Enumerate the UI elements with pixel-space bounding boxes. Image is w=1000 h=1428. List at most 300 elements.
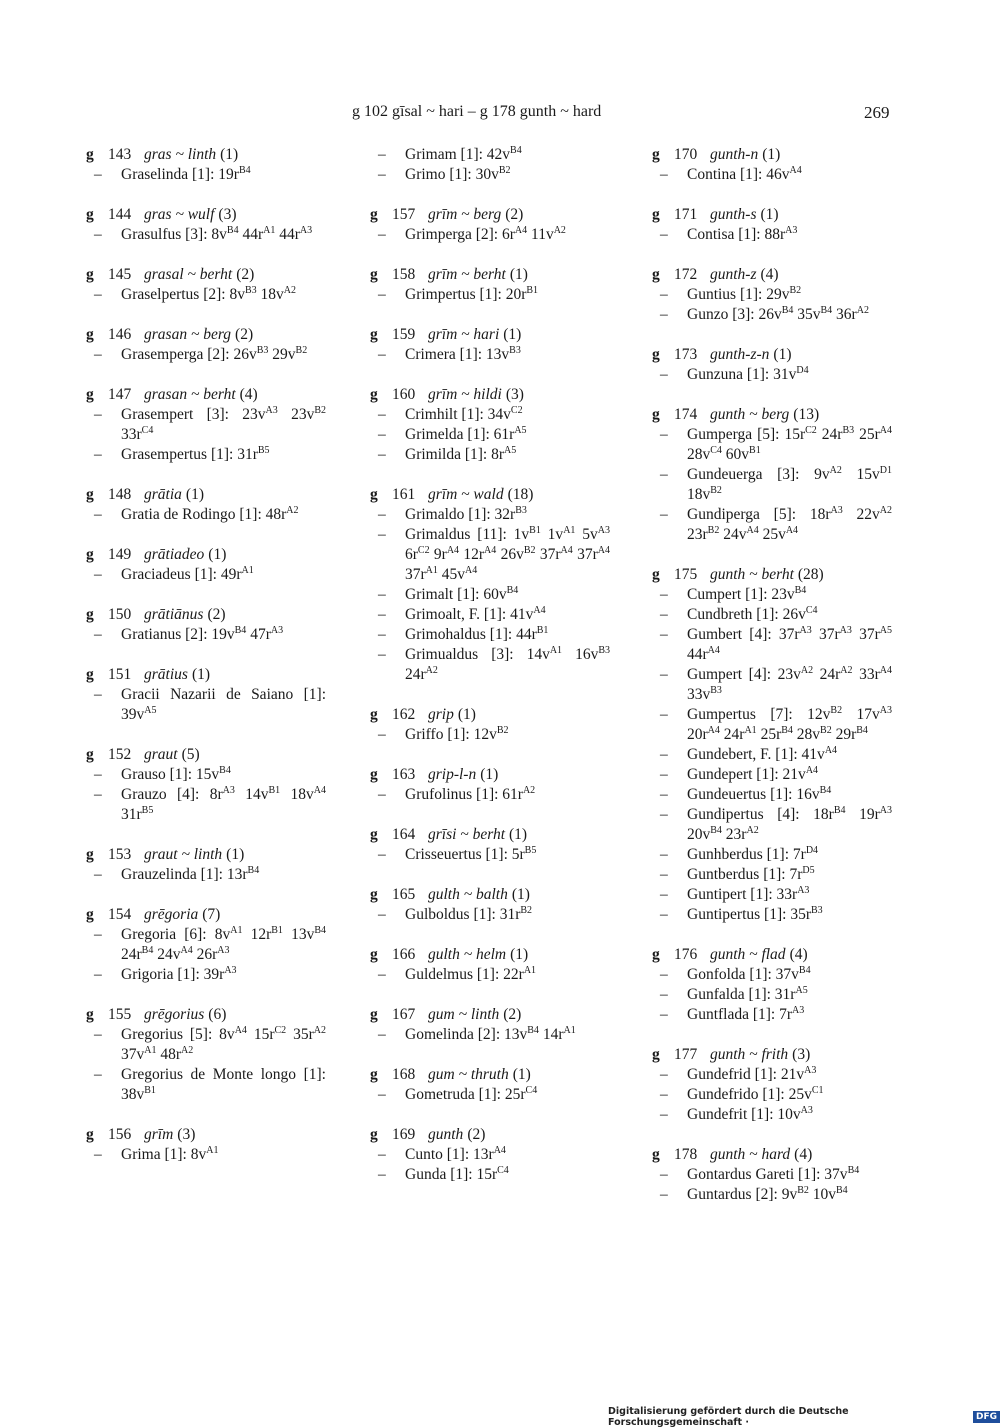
form-line [370, 605, 620, 625]
entry-number: 159 [392, 326, 416, 343]
lemma-entry [86, 745, 336, 825]
lemma-text: gum ~ thruth [428, 1066, 509, 1083]
ref-superscript: A2 [283, 284, 296, 296]
entry-head [86, 905, 336, 925]
ref-superscript: B4 [833, 804, 846, 816]
ref-superscript: A4 [313, 784, 327, 796]
ref-superscript: B4 [856, 724, 868, 736]
entry-number: 157 [392, 206, 416, 223]
entry-count: (1) [762, 146, 781, 163]
entry-count: (1) [457, 706, 476, 723]
entry-number: 174 [674, 406, 698, 423]
entry-lemma [428, 385, 502, 405]
lemma-text: grēgoria [144, 906, 199, 923]
entry-count: (1) [191, 666, 211, 683]
ref-superscript: B2 [314, 404, 327, 416]
entry-count: (4) [239, 386, 258, 403]
page-number: 269 [864, 103, 890, 122]
entry-head [370, 885, 620, 905]
dash-marker: – [378, 526, 386, 543]
ref-superscript: B2 [523, 544, 536, 556]
form-text: Griffo [1]: $12v^{B2}$ [405, 724, 509, 743]
dash-marker: – [378, 286, 386, 303]
dash-marker: – [378, 646, 386, 663]
ref-superscript: B4 [247, 864, 260, 876]
dash-marker: – [660, 286, 668, 303]
lemma-entry [370, 825, 620, 865]
running-head [0, 103, 1000, 129]
form-line [370, 285, 620, 305]
ref-superscript: D1 [879, 464, 893, 476]
form-text: Graselinda [1]: $19r^{B4}$ [121, 164, 251, 183]
form-line [652, 785, 902, 805]
entry-count: (1) [512, 1066, 531, 1083]
entry-letter: g [652, 1046, 660, 1063]
lemma-entry [370, 945, 620, 985]
form-line [652, 865, 902, 885]
dash-marker: – [660, 766, 668, 783]
form-text: Gregorius [5]: $8v^{A4}$ $15r^{C2}$ $35r^{A2}$ $37v^{A1}$ $48r^{A2}$ [121, 1024, 326, 1063]
form-text: Gundeuertus [1]: $16v^{B4}$ [687, 784, 832, 803]
ref-superscript: A2 [286, 504, 299, 516]
ref-superscript: A3 [299, 224, 313, 236]
lemma-entry [86, 485, 336, 525]
lemma-text: grasal ~ berht [144, 266, 233, 283]
ref-superscript: A3 [222, 784, 235, 796]
lemma-entry [652, 205, 902, 245]
form-line [652, 705, 902, 745]
ref-superscript: A1 [206, 1144, 219, 1156]
entry-number: 178 [674, 1146, 698, 1163]
entry-number: 147 [108, 386, 132, 403]
form-text: Gundiperga [5]: $18r^{A3}$ $22v^{A2}$ $23r^{B2}$ $24v^{A4}$ $25v^{A4}$ [687, 504, 892, 543]
entry-lemma [710, 1145, 790, 1165]
ref-superscript: A3 [265, 404, 278, 416]
entry-letter: g [370, 946, 378, 963]
entry-number: 149 [108, 546, 132, 563]
form-line [652, 845, 902, 865]
form-line [652, 1165, 902, 1185]
form-text: Gonfolda [1]: $37v^{B4}$ [687, 964, 811, 983]
entry-head [652, 945, 902, 965]
form-line [86, 965, 336, 985]
lemma-text: graut [144, 746, 178, 763]
dash-marker: – [660, 666, 668, 683]
entry-letter: g [370, 1006, 378, 1023]
entry-lemma [710, 945, 786, 965]
ref-superscript: B4 [710, 824, 722, 836]
entry-head [370, 205, 620, 225]
form-line [370, 725, 620, 745]
entry-letter: g [370, 886, 378, 903]
entry-head [86, 265, 336, 285]
ref-superscript: A3 [785, 224, 798, 236]
form-line [652, 365, 902, 385]
form-text: Cunto [1]: $13r^{A4}$ [405, 1144, 506, 1163]
form-line [86, 1065, 336, 1105]
form-text: Graselpertus [2]: $8v^{B3}$ $18v^{A2}$ [121, 284, 296, 303]
entry-letter: g [86, 1006, 94, 1023]
form-text: Guldelmus [1]: $22r^{A1}$ [405, 964, 537, 983]
ref-superscript: A4 [560, 544, 573, 556]
entry-head [370, 1005, 620, 1025]
lemma-entry [86, 605, 336, 645]
ref-superscript: C2 [274, 1024, 287, 1036]
dash-marker: – [660, 986, 668, 1003]
ref-superscript: B2 [710, 484, 722, 496]
form-line [652, 1005, 902, 1025]
entry-number: 156 [108, 1126, 132, 1143]
form-text: Grimaldus [11]: $1v^{B1}$ $1v^{A1}$ $5v^{A3}$ $6r^{C2}$ $9r^{A4}$ $12r^{A4}$ $26v^{B2}$ $37r^{A4}$ $37r^{A4}$ $37r^{A1}$ $45v^{A4}$ [405, 524, 610, 583]
form-line [370, 505, 620, 525]
entry-lemma [144, 145, 216, 165]
entry-count: (2) [467, 1126, 486, 1143]
form-text: Gumpert [4]: $23v^{A2}$ $24r^{A2}$ $33r^{A4}$ $33v^{B3}$ [687, 664, 892, 703]
entry-number: 170 [674, 146, 698, 163]
entry-count: (7) [202, 906, 221, 923]
ref-superscript: B2 [496, 724, 509, 736]
ref-superscript: B3 [256, 344, 269, 356]
form-text: Contina [1]: $46v^{A4}$ [687, 164, 802, 183]
ref-superscript: B4 [794, 584, 807, 596]
lemma-text: grīsi ~ berht [428, 826, 506, 843]
lemma-entry [370, 485, 620, 685]
entry-head [370, 325, 620, 345]
ref-superscript: B2 [295, 344, 308, 356]
entry-head [86, 845, 336, 865]
form-line [652, 985, 902, 1005]
column-1 [86, 145, 336, 1185]
form-text: Crimhilt [1]: $34v^{C2}$ [405, 404, 523, 423]
ref-superscript: B5 [141, 804, 154, 816]
entry-number: 172 [674, 266, 698, 283]
form-text: Grimalt [1]: $60v^{B4}$ [405, 584, 519, 603]
lemma-text: grasan ~ berht [144, 386, 236, 403]
lemma-entry [652, 1145, 902, 1205]
ref-superscript: A2 [746, 824, 759, 836]
entry-head [652, 1145, 902, 1165]
form-text: Guntardus [2]: $9v^{B2}$ $10v^{B4}$ [687, 1184, 848, 1203]
lemma-text: grīm ~ berht [428, 266, 506, 283]
entry-head [86, 145, 336, 165]
ref-superscript: A1 [241, 564, 254, 576]
ref-superscript: A4 [879, 664, 892, 676]
lemma-text: graut ~ linth [144, 846, 223, 863]
dash-marker: – [660, 746, 668, 763]
ref-superscript: A1 [144, 1044, 157, 1056]
dash-marker: – [660, 1086, 668, 1103]
lemma-entry [370, 145, 620, 185]
form-text: Gumpertus [7]: $12v^{B2}$ $17v^{A3}$ $20r^{A4}$ $24r^{A1}$ $25r^{B4}$ $28v^{B2}$ $29r^{B4}$ [687, 704, 893, 743]
ref-superscript: B4 [820, 304, 833, 316]
form-text: Grigoria [1]: $39r^{A3}$ [121, 964, 237, 983]
lemma-entry [86, 665, 336, 725]
dash-marker: – [660, 166, 668, 183]
entry-letter: g [86, 546, 94, 563]
form-text: Grasempertus [1]: $31r^{B5}$ [121, 444, 270, 463]
ref-superscript: A5 [144, 704, 157, 716]
lemma-entry [86, 325, 336, 365]
form-text: Grauso [1]: $15v^{B4}$ [121, 764, 231, 783]
entry-letter: g [86, 906, 94, 923]
entry-count: (5) [181, 746, 200, 763]
ref-superscript: C2 [510, 404, 523, 416]
entry-letter: g [370, 706, 378, 723]
lemma-entry [370, 265, 620, 305]
form-text: Grasempert [3]: $23v^{A3}$ $23v^{B2}$ $33r^{C4}$ [121, 404, 327, 443]
entry-lemma [144, 545, 204, 565]
entry-lemma [710, 565, 794, 585]
dash-marker: – [378, 726, 386, 743]
entry-head [86, 605, 336, 625]
form-line [86, 405, 336, 445]
entry-count: (1) [773, 346, 792, 363]
entry-lemma [428, 485, 504, 505]
ref-superscript: B5 [257, 444, 270, 456]
dash-marker: – [660, 706, 668, 723]
column-2 [370, 145, 620, 1205]
ref-superscript: A4 [597, 544, 610, 556]
entry-letter: g [370, 1126, 378, 1143]
form-line [370, 625, 620, 645]
entry-letter: g [370, 266, 378, 283]
form-line [86, 445, 336, 465]
lemma-entry [86, 845, 336, 885]
entry-lemma [428, 1125, 463, 1145]
entry-number: 168 [392, 1066, 416, 1083]
dash-marker: – [660, 886, 668, 903]
ref-superscript: A3 [799, 624, 812, 636]
dash-marker: – [94, 1146, 102, 1163]
form-line [652, 965, 902, 985]
dash-marker: – [378, 1166, 386, 1183]
ref-superscript: A2 [425, 664, 438, 676]
dash-marker: – [94, 686, 102, 703]
ref-superscript: B4 [781, 304, 794, 316]
form-line [86, 925, 336, 965]
ref-superscript: B4 [141, 944, 154, 956]
form-text: Grasemperga [2]: $26v^{B3}$ $29v^{B2}$ [121, 344, 308, 363]
lemma-text: gulth ~ helm [428, 946, 507, 963]
ref-superscript: B1 [526, 284, 539, 296]
ref-superscript: C4 [710, 444, 722, 456]
form-line [652, 1065, 902, 1085]
dash-marker: – [94, 926, 102, 943]
entry-count: (1) [503, 326, 522, 343]
entry-number: 158 [392, 266, 416, 283]
form-text: Gundepert [1]: $21v^{A4}$ [687, 764, 819, 783]
form-text: Grimperga [2]: $6r^{A4}$ $11v^{A2}$ [405, 224, 566, 243]
form-text: Grimo [1]: $30v^{B2}$ [405, 164, 511, 183]
dash-marker: – [660, 806, 668, 823]
entry-lemma [428, 765, 476, 785]
entry-letter: g [86, 1126, 94, 1143]
form-line [652, 1085, 902, 1105]
ref-superscript: A4 [879, 424, 892, 436]
entry-count: (1) [208, 546, 227, 563]
ref-superscript: B3 [244, 284, 257, 296]
lemma-entry [370, 325, 620, 365]
ref-superscript: A4 [707, 644, 720, 656]
entry-head [370, 825, 620, 845]
form-line [86, 225, 336, 245]
form-text: Grimam [1]: $42v^{B4}$ [405, 144, 522, 163]
ref-superscript: B3 [710, 684, 722, 696]
entry-lemma [710, 265, 757, 285]
entry-letter: g [86, 606, 94, 623]
entry-letter: g [86, 386, 94, 403]
entry-lemma [710, 405, 789, 425]
dash-marker: – [94, 226, 102, 243]
dash-marker: – [378, 626, 386, 643]
form-text: Grimilda [1]: $8r^{A5}$ [405, 444, 517, 463]
lemma-entry [370, 385, 620, 465]
entry-count: (2) [236, 266, 255, 283]
ref-superscript: C1 [811, 1084, 824, 1096]
ref-superscript: A2 [800, 664, 814, 676]
form-line [86, 505, 336, 525]
lemma-entry [86, 385, 336, 465]
ref-superscript: A3 [792, 1004, 805, 1016]
entry-lemma [144, 1005, 204, 1025]
lemma-text: grātius [144, 666, 188, 683]
entry-head [370, 1125, 620, 1145]
ref-superscript: B1 [271, 924, 283, 936]
form-text: Gundefrid [1]: $21v^{A3}$ [687, 1064, 817, 1083]
ref-superscript: A4 [180, 944, 193, 956]
dash-marker: – [660, 1166, 668, 1183]
form-text: Gundefrido [1]: $25v^{C1}$ [687, 1084, 824, 1103]
entry-number: 155 [108, 1006, 132, 1023]
entry-head [652, 565, 902, 585]
entry-number: 164 [392, 826, 416, 843]
form-text: Gratianus [2]: $19v^{B4}$ $47r^{A3}$ [121, 624, 284, 643]
lemma-entry [370, 1065, 620, 1105]
lemma-text: grīm ~ hari [428, 326, 500, 343]
entry-lemma [144, 905, 198, 925]
form-line [652, 625, 902, 665]
dash-marker: – [660, 626, 668, 643]
form-text: Gundefrit [1]: $10v^{A3}$ [687, 1104, 813, 1123]
entry-head [370, 485, 620, 505]
entry-head [86, 1125, 336, 1145]
lemma-entry [370, 205, 620, 245]
form-text: Guntipert [1]: $33r^{A3}$ [687, 884, 810, 903]
form-text: Grimpertus [1]: $20r^{B1}$ [405, 284, 539, 303]
entry-lemma [144, 1125, 173, 1145]
form-text: Cundbreth [1]: $26v^{C4}$ [687, 604, 818, 623]
dash-marker: – [94, 1066, 102, 1083]
entry-lemma [710, 205, 757, 225]
dash-marker: – [94, 286, 102, 303]
lemma-text: grātiadeo [144, 546, 205, 563]
ref-superscript: A4 [746, 524, 759, 536]
form-text: Gumperga [5]: $15r^{C2}$ $24r^{B3}$ $25r^{A4}$ $28v^{C4}$ $60v^{B1}$ [687, 424, 892, 463]
dash-marker: – [660, 846, 668, 863]
form-line [652, 305, 902, 325]
entry-number: 146 [108, 326, 132, 343]
ref-superscript: A5 [504, 444, 517, 456]
form-text: Gunda [1]: $15r^{C4}$ [405, 1164, 509, 1183]
ref-superscript: A4 [493, 1144, 506, 1156]
dash-marker: – [378, 426, 386, 443]
entry-number: 166 [392, 946, 416, 963]
ref-superscript: C2 [805, 424, 817, 436]
form-line [86, 785, 336, 825]
form-text: Guntius [1]: $29v^{B2}$ [687, 284, 802, 303]
lemma-text: grip-l-n [428, 766, 477, 783]
entry-number: 151 [108, 666, 132, 683]
lemma-entry [86, 1125, 336, 1165]
entry-letter: g [652, 146, 660, 163]
ref-superscript: A4 [789, 164, 802, 176]
form-text: Grimelda [1]: $61r^{A5}$ [405, 424, 527, 443]
ref-superscript: D4 [805, 844, 819, 856]
entry-number: 173 [674, 346, 698, 363]
ref-superscript: B4 [219, 764, 231, 776]
form-line [652, 1185, 902, 1205]
entry-letter: g [652, 406, 660, 423]
entry-head [652, 405, 902, 425]
ref-superscript: B4 [836, 1184, 848, 1196]
dash-marker: – [660, 306, 668, 323]
form-line [370, 425, 620, 445]
lemma-text: gunth-z [710, 266, 757, 283]
ref-superscript: B4 [798, 964, 811, 976]
entry-letter: g [86, 486, 94, 503]
form-text: Gratia de Rodingo [1]: $48r^{A2}$ [121, 504, 299, 523]
form-line [370, 525, 620, 585]
ref-superscript: B3 [810, 904, 823, 916]
entry-count: (3) [505, 386, 524, 403]
lemma-entry [370, 885, 620, 925]
entry-lemma [144, 485, 182, 505]
ref-superscript: B1 [268, 784, 281, 796]
entry-count: (1) [185, 486, 204, 503]
form-line [86, 165, 336, 185]
entry-number: 144 [108, 206, 132, 223]
entry-head [370, 385, 620, 405]
dash-marker: – [94, 786, 102, 803]
entry-head [370, 265, 620, 285]
lemma-text: gunth ~ hard [710, 1146, 791, 1163]
entry-lemma [428, 205, 501, 225]
entry-letter: g [370, 826, 378, 843]
entry-number: 150 [108, 606, 132, 623]
entry-head [652, 205, 902, 225]
lemma-text: gunth [428, 1126, 464, 1143]
entry-letter: g [370, 486, 378, 503]
entry-count: (1) [220, 146, 239, 163]
form-text: Gulboldus [1]: $31r^{B2}$ [405, 904, 533, 923]
entry-letter: g [370, 326, 378, 343]
form-text: Gunzuna [1]: $31v^{D4}$ [687, 364, 809, 383]
ref-superscript: B4 [506, 584, 519, 596]
ref-superscript: B3 [842, 424, 855, 436]
dash-marker: – [94, 1026, 102, 1043]
entry-lemma [428, 1065, 509, 1085]
ref-superscript: A1 [744, 724, 757, 736]
dash-marker: – [94, 566, 102, 583]
form-line [370, 165, 620, 185]
lemma-entry [86, 545, 336, 585]
ref-superscript: B4 [847, 1164, 860, 1176]
lemma-entry [652, 265, 902, 325]
ref-superscript: A2 [856, 304, 869, 316]
dash-marker: – [378, 1146, 386, 1163]
lemma-text: gulth ~ balth [428, 886, 508, 903]
entry-lemma [428, 705, 454, 725]
